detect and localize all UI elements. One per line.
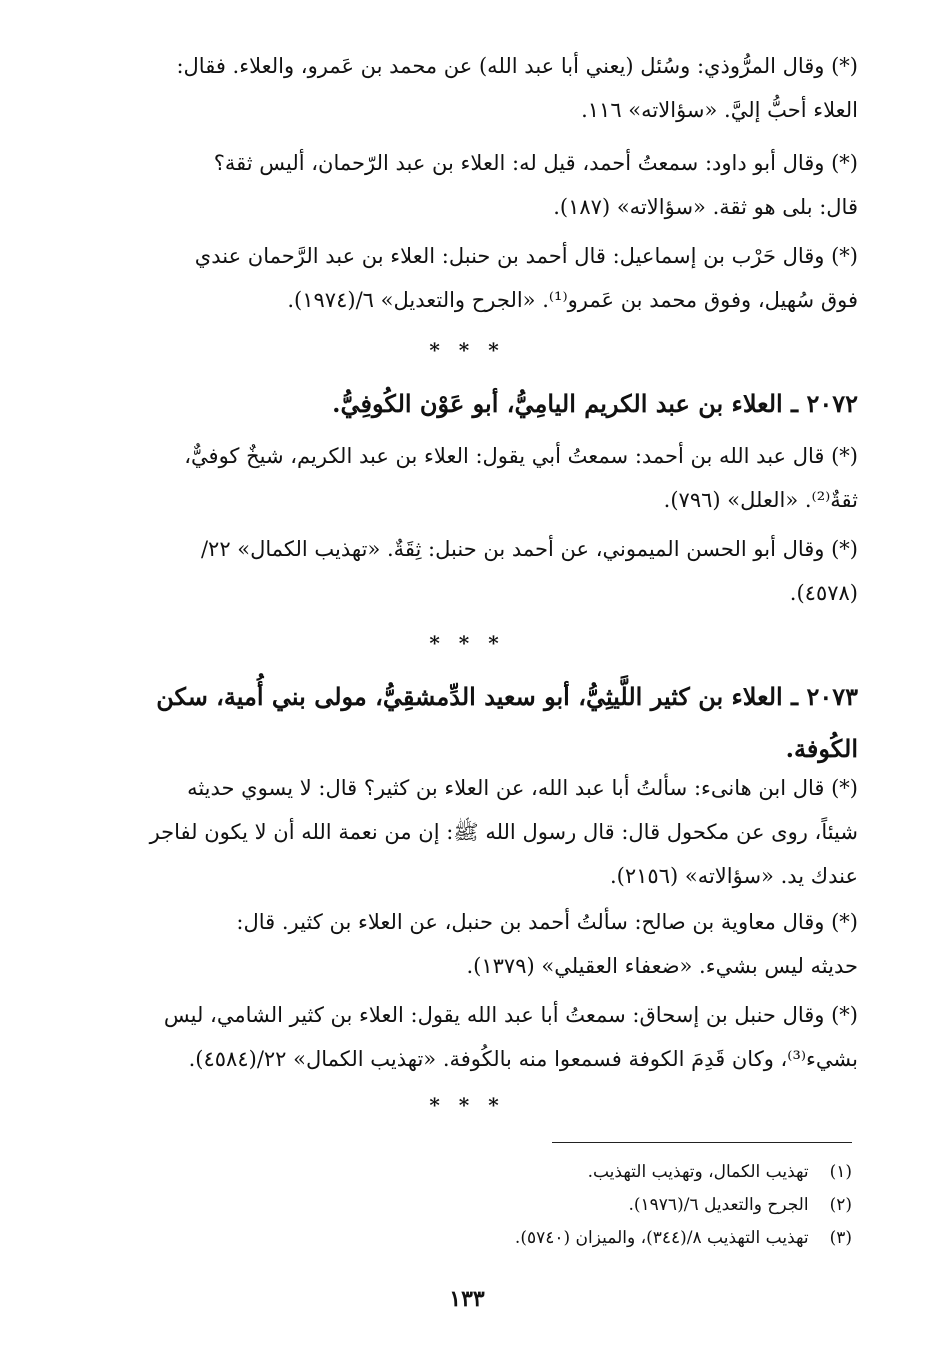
paragraph-muawiya: [80, 900, 858, 988]
footnote-number: (٣): [829, 1228, 852, 1248]
section-separator: * * *: [429, 1093, 505, 1117]
paragraph-maymuni: [80, 527, 858, 615]
footnote-text: الجرح والتعديل ٦/(١٩٧٦).: [628, 1195, 809, 1215]
paragraph-hanbal: [80, 993, 858, 1081]
footnote-2: [420, 1189, 852, 1222]
text-line: بشيء⁽³⁾، وكان قَدِمَ الكوفة فسمعوا منه بالكُوفة. «تهذيب الكمال» ٢٢/(٤٥٨٤).: [188, 1047, 858, 1071]
footnote-divider: [552, 1142, 852, 1143]
text-line: فوق سُهيل، وفوق محمد بن عَمرو⁽¹⁾. «الجرح والتعديل» ٦/(١٩٧٤).: [287, 288, 858, 312]
text-line: (*) وقال أبو داود: سمعتُ أحمد، قيل له: العلاء بن عبد الرّحمان، أليس ثقة؟: [213, 151, 858, 175]
paragraph-abdullah: [80, 434, 858, 522]
paragraph-ibn-hani: [80, 766, 858, 898]
text-line: شيئاً، روى عن مكحول قال: قال رسول الله ﷺ: إن من نعمة الله أن لا يكون لفاجر: [149, 820, 858, 844]
text-line: (*) قال عبد الله بن أحمد: سمعتُ أبي يقول: العلاء بن عبد الكريم، شيخٌ كوفيٌّ،: [184, 444, 858, 468]
section-separator: * * *: [429, 631, 505, 655]
text-line: (*) وقال حنبل بن إسحاق: سمعتُ أبا عبد الله يقول: العلاء بن كثير الشامي، ليس: [163, 1003, 858, 1027]
footnote-number: (٢): [829, 1195, 852, 1215]
footnote-number: (١): [829, 1162, 852, 1182]
text-line: ثقةٌ⁽²⁾. «العلل» (٧٩٦).: [663, 488, 858, 512]
page-number: ١٣٣: [449, 1286, 485, 1312]
paragraph-abu-dawud: [80, 141, 858, 229]
text-line: العلاء أحبُّ إليَّ. «سؤالاته» ١١٦.: [581, 98, 858, 122]
footnotes: [420, 1156, 852, 1255]
paragraph-harb: [80, 234, 858, 322]
text-line: قال: بلى هو ثقة. «سؤالاته» (١٨٧).: [553, 195, 858, 219]
heading-line: الكُوفة.: [785, 734, 858, 763]
paragraph-marwazi: [80, 44, 858, 132]
section-separator: * * *: [429, 338, 505, 362]
footnote-3: [420, 1222, 852, 1255]
heading-line: ٢٠٧٣ ـ العلاء بن كثير اللَّيثِيُّ، أبو سعيد الدِّمشقِيُّ، مولى بني أُمية، سكن: [156, 682, 858, 711]
footnote-text: تهذيب التهذيب ٨/(٣٤٤)، والميزان (٥٧٤٠).: [514, 1228, 809, 1248]
text-line: (*) وقال معاوية بن صالح: سألتُ أحمد بن حنبل، عن العلاء بن كثير. قال:: [236, 910, 858, 934]
text-line: (*) قال ابن هانىء: سألتُ أبا عبد الله، عن العلاء بن كثير؟ قال: لا يسوي حديثه: [187, 776, 858, 800]
footnote-1: [420, 1156, 852, 1189]
text-line: (٤٥٧٨).: [789, 581, 858, 605]
entry-heading-2072: [80, 378, 858, 430]
footnote-text: تهذيب الكمال، وتهذيب التهذيب.: [587, 1162, 809, 1182]
entry-heading-2073: [80, 671, 858, 775]
text-line: (*) وقال المرُّوذي: وسُئل (يعني أبا عبد الله) عن محمد بن عَمرو، والعلاء. فقال:: [176, 54, 858, 78]
text-line: (*) وقال حَرْب بن إسماعيل: قال أحمد بن حنبل: العلاء بن عبد الرَّحمان عندي: [194, 244, 858, 268]
text-line: (*) وقال أبو الحسن الميموني، عن أحمد بن حنبل: ثِقَةٌ. «تهذيب الكمال» ٢٢/: [200, 537, 858, 561]
text-line: عندك يد. «سؤالاته» (٢١٥٦).: [609, 864, 858, 888]
heading-line: ٢٠٧٢ ـ العلاء بن عبد الكريم اليامِيُّ، أبو عَوْن الكُوفِيُّ.: [332, 389, 858, 418]
text-line: حديثه ليس بشيء. «ضعفاء العقيلي» (١٣٧٩).: [466, 954, 858, 978]
